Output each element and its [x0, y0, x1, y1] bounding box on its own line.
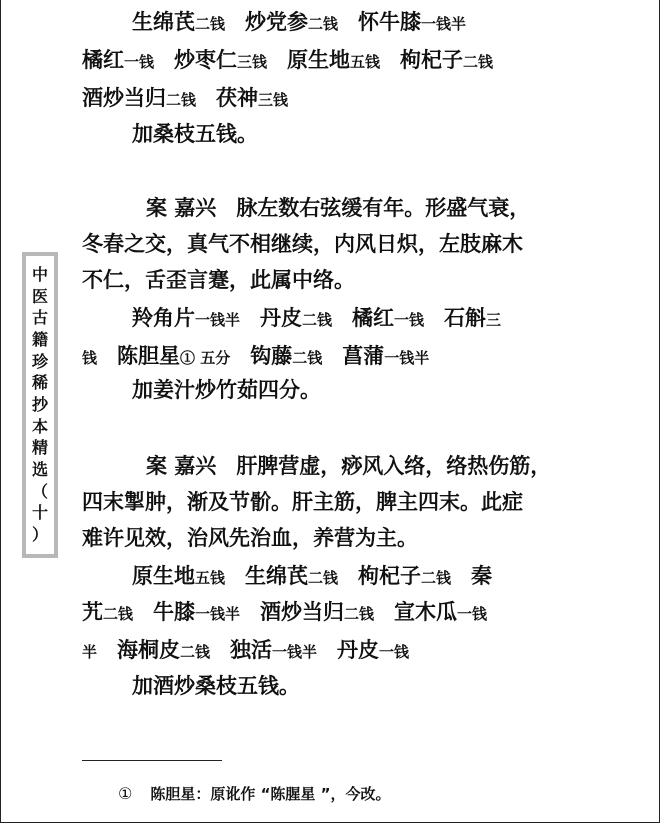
prescription-line: 艽二钱 牛膝一钱半 酒炒当归二钱 宣木瓜一钱: [82, 599, 488, 624]
footnote-divider: [82, 760, 222, 761]
prescription-addition: 加酒炒桑枝五钱。: [132, 673, 300, 698]
case-title: 案 嘉兴: [146, 453, 217, 478]
side-label-char: 珍: [31, 351, 48, 371]
footnote: [118, 783, 391, 804]
case-text-line: 案 嘉兴 肝脾营虚，痧风入络，络热伤筋，: [146, 453, 552, 478]
footnote-reference: ①: [180, 349, 196, 367]
footnote-text: 陈胆星：原讹作 “陈腥星 ”，今改。: [150, 785, 391, 803]
prescription-line: 羚角片一钱半 丹皮二钱 橘红一钱 石斛三: [132, 305, 502, 330]
footnote-mark: ①: [118, 784, 133, 803]
case-title: 案 嘉兴: [146, 195, 217, 220]
side-label-char: （: [31, 481, 48, 501]
side-label-char: 中: [31, 265, 48, 284]
side-series-label: [22, 252, 58, 558]
side-label-char: 选: [31, 459, 48, 479]
side-label-char: 医: [31, 286, 48, 306]
side-label-char: 古: [31, 308, 48, 328]
prescription-addition: 加桑枝五钱。: [132, 121, 258, 146]
prescription-line: 橘红一钱 炒枣仁三钱 原生地五钱 枸杞子二钱: [82, 47, 494, 72]
prescription-line: 酒炒当归二钱 茯神三钱: [82, 85, 289, 110]
prescription-addition: 加姜汁炒竹茹四分。: [132, 377, 321, 402]
case-text-line: 四末掣肿，渐及节骱。肝主筋，脾主四末。此症: [82, 489, 523, 514]
side-label-char: 抄: [31, 394, 48, 414]
case-text-line: 难许见效，治风先治血，养营为主。: [82, 525, 418, 550]
side-label-char: ）: [31, 524, 48, 544]
case-text-line: 不仁，舌歪言蹇，此属中络。: [82, 267, 355, 292]
prescription-line: 原生地五钱 生绵芪二钱 枸杞子二钱 秦: [132, 563, 493, 588]
side-label-char: 稀: [31, 373, 48, 393]
side-label-char: 十: [31, 503, 48, 523]
prescription-line: 钱 陈胆星① 五分 钩藤二钱 菖蒲一钱半: [82, 343, 430, 368]
case-text-line: 冬春之交，真气不相继续，内风日炽，左肢麻木: [82, 231, 523, 256]
prescription-line: 半 海桐皮二钱 独活一钱半 丹皮一钱: [82, 637, 410, 662]
side-label-char: 本: [31, 416, 48, 436]
prescription-line: 生绵芪二钱 炒党参二钱 怀牛膝一钱半: [132, 9, 467, 34]
case-text-line: 案 嘉兴 脉左数右弦缓有年。形盛气衰，: [146, 195, 531, 220]
side-label-char: 籍: [31, 329, 48, 349]
side-label-char: 精: [31, 438, 48, 458]
